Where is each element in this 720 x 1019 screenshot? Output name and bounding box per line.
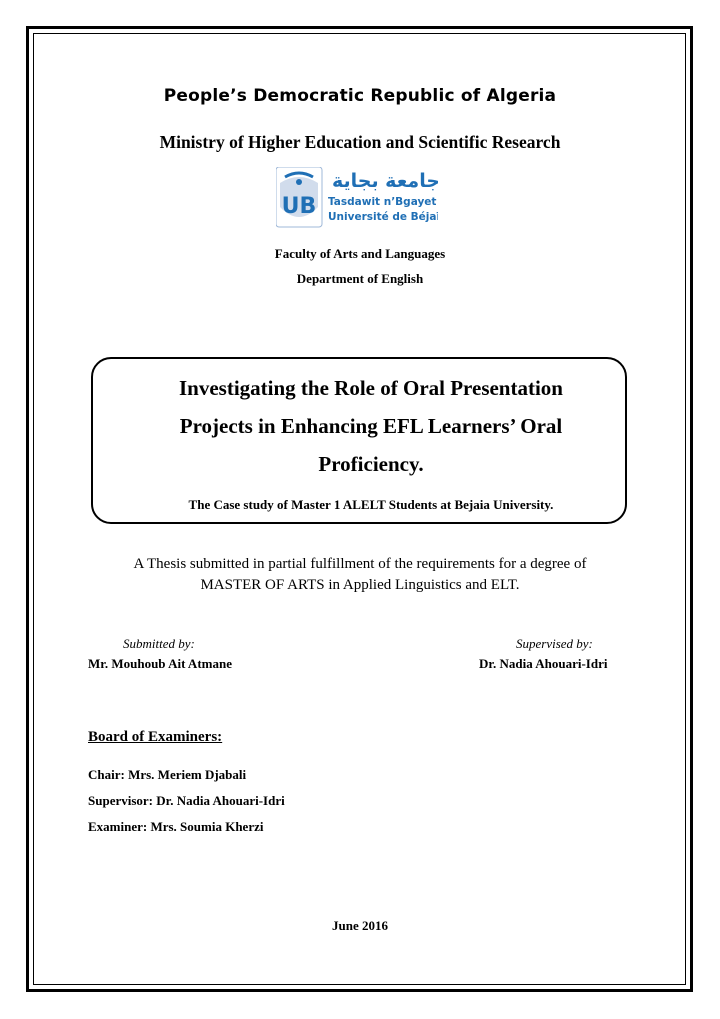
department-name: Department of English: [296, 271, 424, 286]
submission-statement: [60, 554, 660, 596]
case-study-subtitle: The Case study of Master 1 ALELT Students at Bejaia University.: [188, 497, 554, 512]
faculty-name: Faculty of Arts and Languages: [274, 246, 446, 261]
submission-line-2: MASTER OF ARTS in Applied Linguistics and ELT.: [200, 577, 520, 593]
submitted-by-label: Submitted by:: [123, 636, 195, 651]
logo-line2: Université de Béjaïa: [328, 211, 438, 223]
thesis-title: [91, 369, 651, 483]
thesis-title-line-1: Investigating the Role of Oral Presentation: [179, 376, 563, 400]
board-member-chair: Chair: Mrs. Meriem Djabali: [88, 767, 247, 782]
republic-heading: People’s Democratic Republic of Algeria: [163, 86, 557, 106]
thesis-title-line-3: Proficiency.: [318, 452, 424, 476]
student-name: Mr. Mouhoub Ait Atmane: [88, 656, 232, 671]
logo-line1: Tasdawit n’Bgayet: [328, 196, 437, 208]
ministry-heading: Ministry of Higher Education and Scientific Research: [159, 132, 561, 152]
supervised-by-label: Supervised by:: [516, 636, 593, 651]
logo-arabic-name: جامعة بجاية: [331, 170, 438, 192]
supervisor-name: Dr. Nadia Ahouari-Idri: [479, 656, 608, 671]
submission-line-1: A Thesis submitted in partial fulfillment of the requirements for a degree of: [133, 556, 587, 572]
submission-date: June 2016: [332, 918, 388, 933]
board-member-examiner: Examiner: Mrs. Soumia Kherzi: [88, 819, 264, 834]
university-logo-graphic: [276, 167, 438, 229]
board-members-list: [88, 766, 285, 844]
university-logo: [276, 167, 438, 229]
board-member-supervisor: Supervisor: Dr. Nadia Ahouari-Idri: [88, 793, 285, 808]
board-heading: Board of Examiners:: [88, 729, 223, 745]
logo-emblem-letters: UB: [281, 194, 317, 219]
thesis-title-line-2: Projects in Enhancing EFL Learners’ Oral: [179, 414, 563, 438]
